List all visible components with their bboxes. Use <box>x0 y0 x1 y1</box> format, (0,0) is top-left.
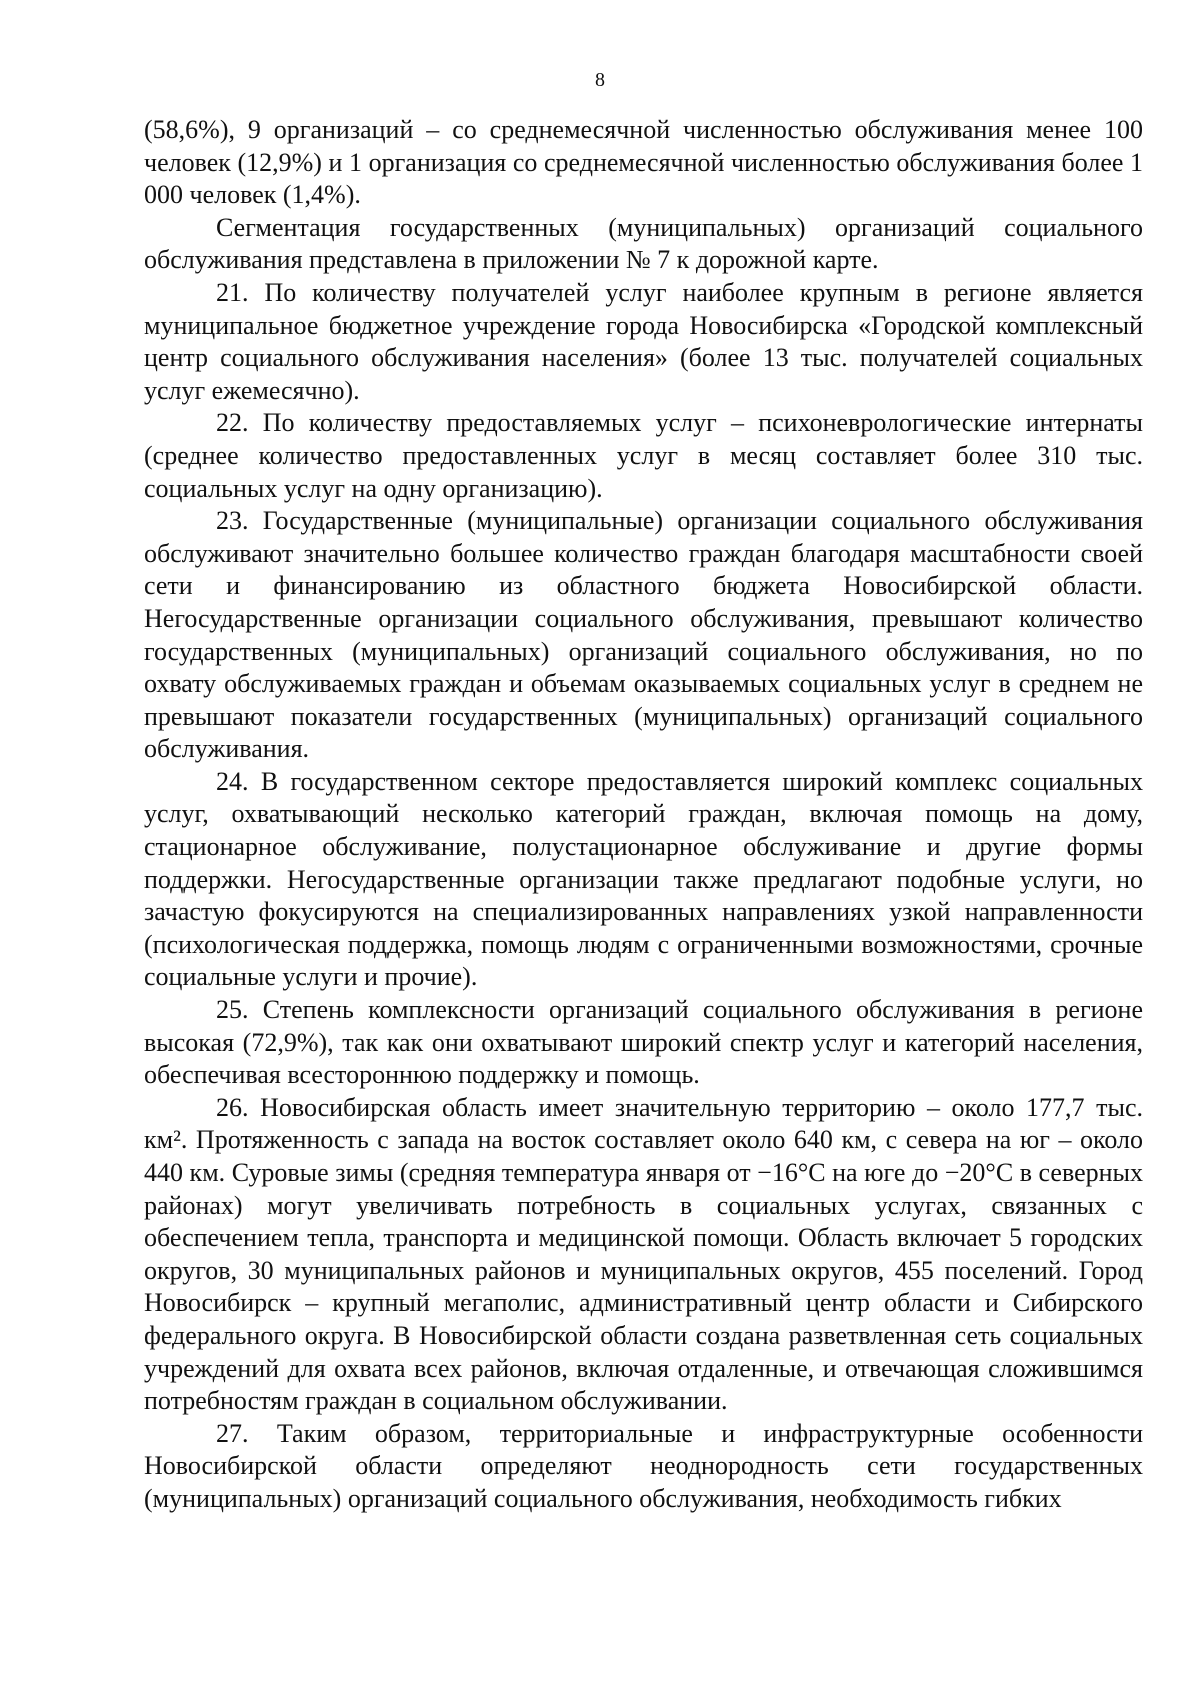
paragraph-22: 22. По количеству предоставляемых услуг – психоневрологические интернаты (среднее количество предоставленных услуг в месяц составляет более 310 тыс. социальных услуг на одну организацию). <box>144 408 1143 503</box>
paragraph-26: 26. Новосибирская область имеет значительную территорию – около 177,7 тыс. км². Протяженность с запада на восток составляет около 640 км, с севера на юг – около 440 км. Суровые зимы (средняя температура января от −16°C на юге до −20°C в северных районах) могут увеличивать потребность в социальных услугах, связанных с обеспечением тепла, транспорта и медицинской помощи. Область включает 5 городских округов, 30 муниципальных районов и муниципальных округов, 455 поселений. Город Новосибирск – крупный мегаполис, административный центр области и Сибирского федерального округа. В Новосибирской области создана разветвленная сеть социальных учреждений для охвата всех районов, включая отдаленные, и отвечающая сложившимся потребностям граждан в социальном обслуживании. <box>144 1092 1143 1416</box>
paragraph-27: 27. Таким образом, территориальные и инфраструктурные особенности Новосибирской области определяют неоднородность сети государственных (муниципальных) организаций социального обслуживания, необходимость гибких <box>144 1418 1143 1513</box>
paragraph-24: 24. В государственном секторе предоставляется широкий комплекс социальных услуг, охватывающий несколько категорий граждан, включая помощь на дому, стационарное обслуживание, полустационарное обслуживание и другие формы поддержки. Негосударственные организации также предлагают подобные услуги, но зачастую фокусируются на специализированных направлениях узкой направленности (психологическая поддержка, помощь людям с ограниченными возможностями, срочные социальные услуги и прочие). <box>144 766 1143 992</box>
paragraph-continuation: (58,6%), 9 организаций – со среднемесячной численностью обслуживания менее 100 человек (12,9%) и 1 организация со среднемесячной численностью обслуживания более 1 000 человек (1,4%). <box>144 115 1143 210</box>
paragraph-21: 21. По количеству получателей услуг наиболее крупным в регионе является муниципальное бюджетное учреждение города Новосибирска «Городской комплексный центр социального обслуживания населения» (более 13 тыс. получателей социальных услуг ежемесячно). <box>144 277 1143 405</box>
paragraph-25: 25. Степень комплексности организаций социального обслуживания в регионе высокая (72,9%), так как они охватывают широкий спектр услуг и категорий населения, обеспечивая всестороннюю поддержку и помощь. <box>144 995 1143 1090</box>
paragraph-23: 23. Государственные (муниципальные) организации социального обслуживания обслуживают значительно большее количество граждан благодаря масштабности своей сети и финансированию из областного бюджета Новосибирской области. Негосударственные организации социального обслуживания, превышают количество государственных (муниципальных) организаций социального обслуживания, но по охвату обслуживаемых граждан и объемам оказываемых социальных услуг в среднем не превышают показатели государственных (муниципальных) организаций социального обслуживания. <box>144 506 1143 764</box>
paragraph-segmentation: Сегментация государственных (муниципальных) организаций социального обслуживания представлена в приложении № 7 к дорожной карте. <box>144 212 1143 275</box>
document-body <box>144 114 1143 1516</box>
page-number: 8 <box>595 69 605 91</box>
